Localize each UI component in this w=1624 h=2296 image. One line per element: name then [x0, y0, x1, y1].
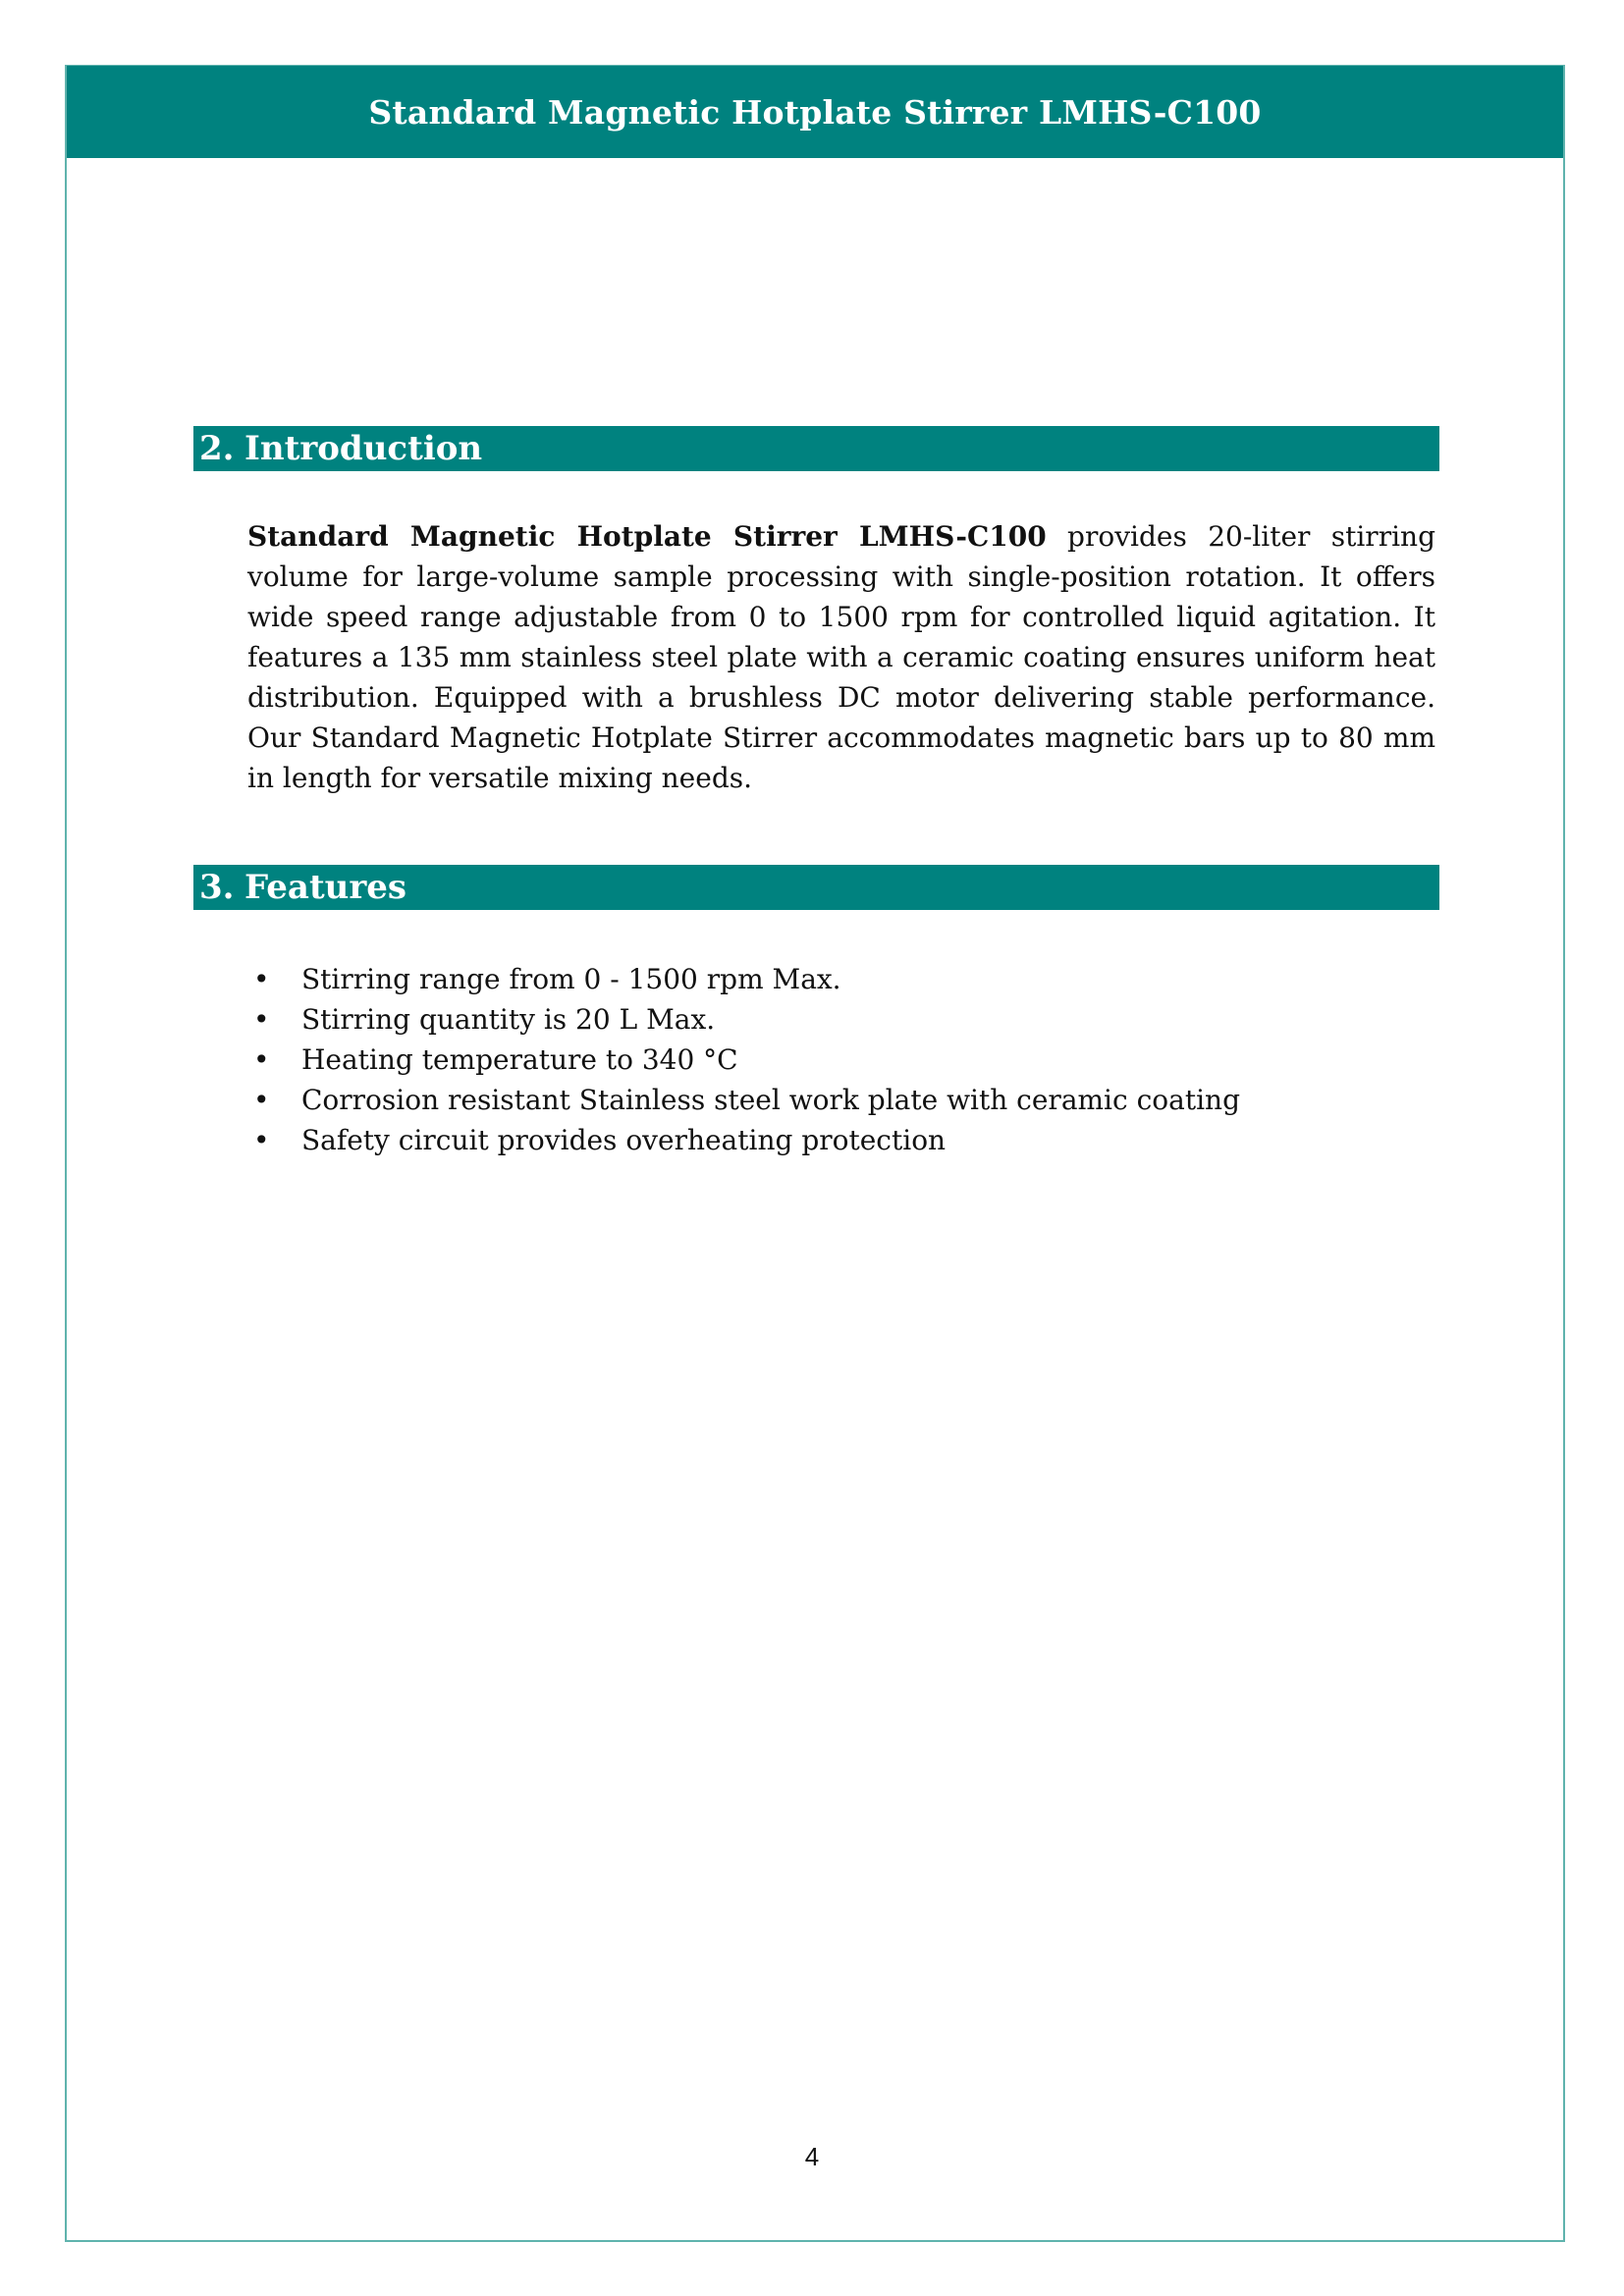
- introduction-body: provides 20-liter stirring volume for large-volume sample processing with single-position rotation. It offers wide speed range adjustable from 0 to 1500 rpm for controlled liquid agitation. It features a 135 mm stainless steel plate with a ceramic coating ensures uniform heat distribution. Equipped with a brushless DC motor delivering stable performance. Our Standard Magnetic Hotplate Stirrer accommodates magnetic bars up to 80 mm in length for versatile mixing needs.: [247, 520, 1435, 794]
- bullet-icon: •: [253, 1124, 270, 1156]
- page-number: 4: [804, 2142, 820, 2171]
- feature-text: Corrosion resistant Stainless steel work plate with ceramic coating: [301, 1084, 1240, 1116]
- header-bar: [67, 66, 1563, 158]
- list-item: [247, 1040, 1426, 1080]
- document-title: Standard Magnetic Hotplate Stirrer LMHS-C100: [368, 92, 1262, 132]
- feature-text: Stirring range from 0 - 1500 rpm Max.: [301, 963, 841, 995]
- section-title: Introduction: [244, 429, 483, 468]
- bullet-icon: •: [253, 1084, 270, 1116]
- feature-text: Safety circuit provides overheating protection: [301, 1124, 947, 1156]
- bullet-icon: •: [253, 963, 270, 995]
- list-item: [247, 999, 1426, 1040]
- bullet-icon: •: [253, 1003, 270, 1036]
- section-heading-introduction: [193, 426, 1439, 471]
- product-name-lead: Standard Magnetic Hotplate Stirrer LMHS-C100: [247, 520, 1047, 553]
- features-list: [247, 959, 1426, 1160]
- section-title: Features: [244, 868, 407, 907]
- list-item: [247, 1120, 1426, 1160]
- section-number: 2.: [199, 429, 235, 468]
- section-number: 3.: [199, 868, 235, 907]
- feature-text: Stirring quantity is 20 L Max.: [301, 1003, 716, 1036]
- list-item: [247, 1080, 1426, 1120]
- section-heading-features: [193, 865, 1439, 910]
- bullet-icon: •: [253, 1043, 270, 1076]
- introduction-paragraph: [247, 516, 1435, 798]
- feature-text: Heating temperature to 340 °C: [301, 1043, 738, 1076]
- list-item: [247, 959, 1426, 999]
